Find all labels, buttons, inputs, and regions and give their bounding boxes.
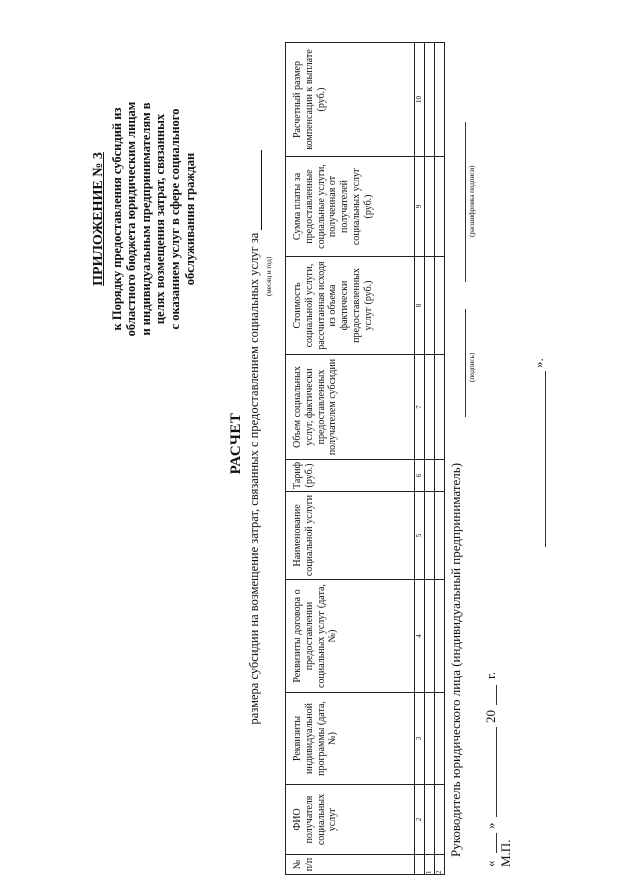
column-number: 6 [415, 460, 425, 492]
document-subtitle [247, 27, 262, 847]
subsidy-table [285, 42, 445, 875]
table-row [425, 43, 435, 875]
period-hint: (месяц и год) [265, 256, 273, 296]
header-cell: Сумма платы за предоставленные социальные услуги, полученная от получателей социальных услуг (руб.) [286, 157, 415, 257]
month-blank-line [496, 727, 497, 817]
year-suffix: г. [483, 671, 498, 679]
table-cell [425, 257, 435, 355]
closing-blank-line [545, 371, 546, 547]
header-cell: Стоимость социальной услуги, рассчитанная исходя из объема фактически предоставленных услуг (руб.) [286, 257, 415, 355]
column-number: 7 [415, 355, 425, 460]
header-cell: Реквизиты договора о предоставлении социальных услуг (дата, №) [286, 580, 415, 693]
stamp-mark: М.П. [498, 839, 513, 867]
header-cell: Тариф (руб.) [286, 460, 415, 492]
column-number: 8 [415, 257, 425, 355]
year-blank-line [496, 685, 497, 705]
table-cell [425, 460, 435, 492]
table-cell [435, 693, 445, 785]
date-quote-open: « [483, 860, 498, 867]
header-cell: Расчетный размер компенсации к выплате (руб.) [286, 43, 415, 157]
table-cell [435, 460, 445, 492]
signature-hint: (подпись) [468, 352, 476, 382]
header-cell: Реквизиты индивидуальной программы (дата, №) [286, 693, 415, 785]
appendix-block [92, 19, 197, 419]
appendix-line: и индивидуальным предпринимателям в [138, 102, 153, 336]
subtitle-text: размера субсидии на возмещение затрат, связанных с предоставлением социальных услуг за [247, 232, 261, 725]
period-blank-line [250, 150, 262, 230]
signature-line [465, 309, 466, 417]
column-number: 4 [415, 580, 425, 693]
table-header-row [286, 43, 415, 875]
day-blank-line [496, 833, 497, 853]
table-cell [425, 43, 435, 157]
appendix-line: обслуживания граждан [182, 152, 197, 286]
document-title: РАСЧЕТ [228, 412, 244, 475]
appendix-line: к Порядку предоставления субсидий из [109, 107, 124, 331]
header-cell: ФИО получателя социальных услуг [286, 785, 415, 855]
column-number-row [415, 43, 425, 875]
table-cell [425, 785, 435, 855]
signature-label: Руководитель юридического лица (индивидуальный предприниматель) [448, 462, 463, 857]
header-cell: Объем социальных услуг, фактически предоставленных получателем субсидии [286, 355, 415, 460]
table-cell [425, 355, 435, 460]
table-cell [425, 157, 435, 257]
decode-hint: (расшифровка подписи) [468, 165, 476, 237]
date-quote-close: » [483, 822, 498, 829]
appendix-line: с оказанием услуг в сфере социального [167, 108, 182, 330]
table-row [435, 43, 445, 875]
table-cell [435, 257, 445, 355]
table-cell [425, 693, 435, 785]
column-number [415, 855, 425, 875]
header-cell: Наименование социальной услуги [286, 492, 415, 580]
column-number: 9 [415, 157, 425, 257]
decode-line [465, 122, 466, 282]
table-cell [435, 785, 445, 855]
header-cell: № п/п [286, 855, 415, 875]
appendix-line: областного бюджета юридическим лицам [124, 101, 139, 337]
row-number: 1 [425, 855, 435, 875]
table-cell [425, 580, 435, 693]
appendix-line: целях возмещения затрат, связанных [153, 113, 168, 325]
column-number: 2 [415, 785, 425, 855]
table-cell [435, 355, 445, 460]
row-number: 2 [435, 855, 445, 875]
column-number: 10 [415, 43, 425, 157]
column-number: 5 [415, 492, 425, 580]
table-cell [435, 157, 445, 257]
table-cell [435, 43, 445, 157]
table-cell [425, 492, 435, 580]
appendix-title: ПРИЛОЖЕНИЕ № 3 [91, 152, 106, 286]
closing-quote: ». [531, 358, 546, 368]
column-number: 3 [415, 693, 425, 785]
year-prefix: 20 [483, 710, 498, 723]
table-cell [435, 492, 445, 580]
table-cell [435, 580, 445, 693]
